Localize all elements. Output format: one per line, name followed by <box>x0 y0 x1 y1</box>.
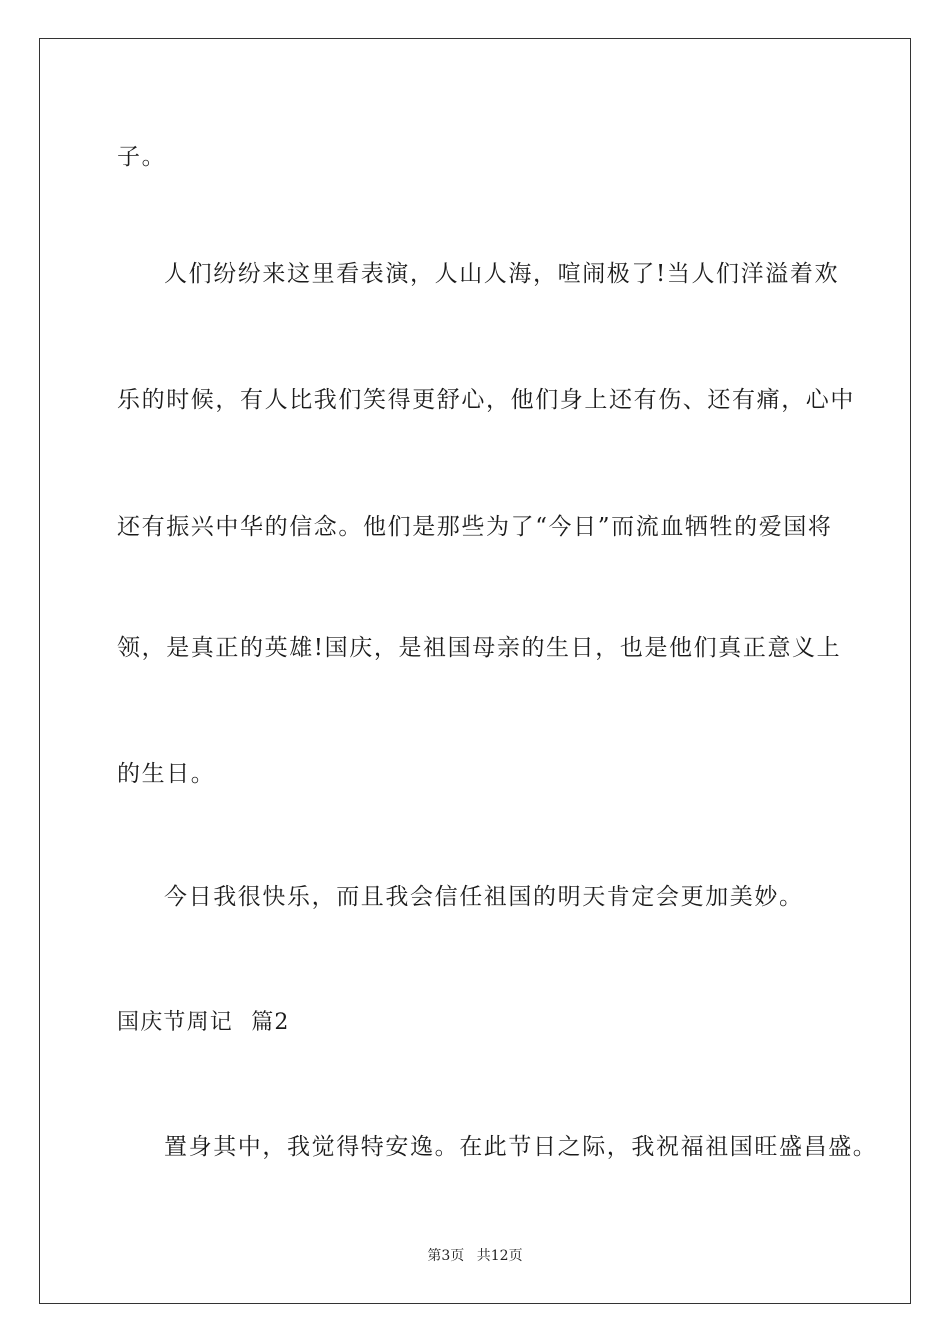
text-line: 置身其中，我觉得特安逸。在此节日之际，我祝福祖国旺盛昌盛。 <box>164 1134 878 1160</box>
section-label: 篇2 <box>251 1010 290 1035</box>
text-line: 还有振兴中华的信念。他们是那些为了“今日”而流血牺牲的爱国将 <box>117 514 833 540</box>
text-line: 乐的时候，有人比我们笑得更舒心，他们身上还有伤、还有痛，心中 <box>117 387 855 413</box>
section-heading <box>117 1008 290 1038</box>
page-border <box>39 38 911 1304</box>
page-footer <box>0 1247 950 1265</box>
page-total: 共12页 <box>476 1248 523 1264</box>
text-line: 今日我很快乐，而且我会信任祖国的明天肯定会更加美妙。 <box>164 884 804 910</box>
text-line: 人们纷纷来这里看表演，人山人海，喧闹极了!当人们洋溢着欢 <box>164 261 840 287</box>
text-line: 领，是真正的英雄!国庆，是祖国母亲的生日，也是他们真正意义上 <box>117 635 842 661</box>
text-line: 子。 <box>117 144 167 170</box>
section-title: 国庆节周记 <box>117 1010 234 1035</box>
page-number: 第3页 <box>427 1248 465 1264</box>
text-line: 的生日。 <box>117 761 216 787</box>
